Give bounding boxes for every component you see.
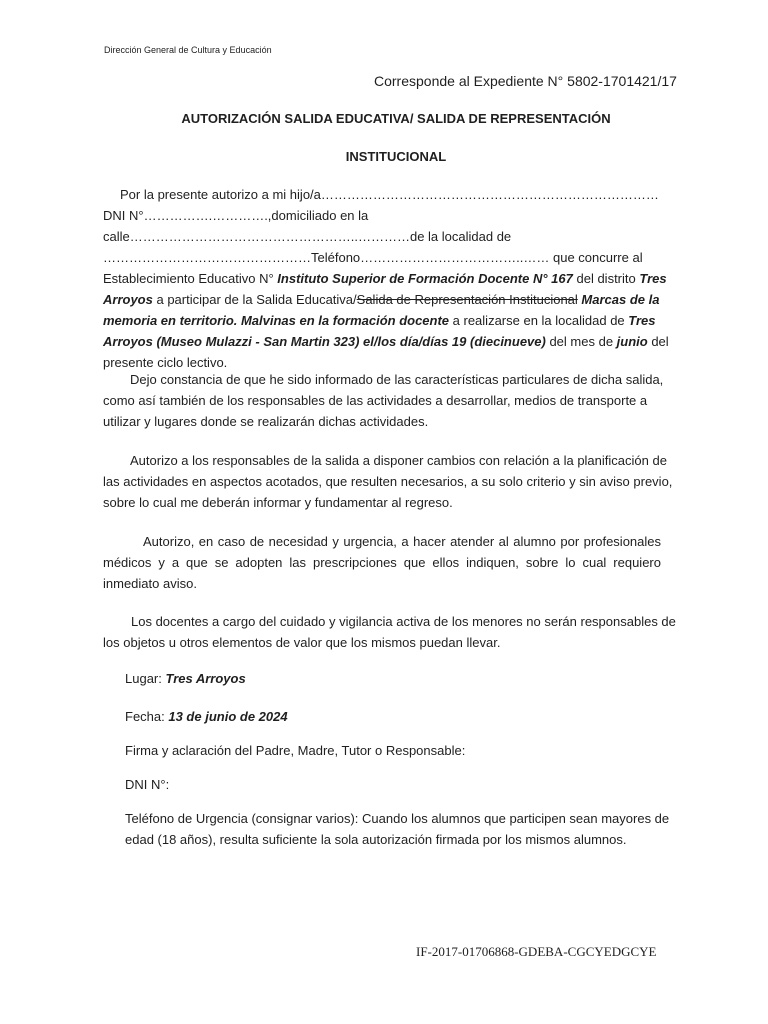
district-name: Tres Arroyos	[103, 271, 667, 307]
paragraph-text: a realizarse en la localidad de	[449, 313, 629, 328]
paragraph-text: del distrito	[572, 271, 640, 286]
activity-name: Marcas de la memoria en territorio. Malvinas en la formación docente	[103, 292, 660, 328]
document-title-continued: INSTITUCIONAL	[345, 149, 447, 164]
institute-name: Instituto Superior de Formación Docente N° 167	[277, 271, 573, 286]
authorization-paragraph	[103, 184, 677, 373]
activity-month: junio	[616, 334, 648, 349]
lugar-line: Lugar: Tres Arroyos	[125, 671, 246, 686]
paragraph-text: del mes de	[545, 334, 617, 349]
fecha-value: 13 de junio de 2024	[168, 709, 288, 724]
paragraph-intro: Por la presente autorizo a mi hijo/a……………………………………………………………………	[120, 187, 659, 202]
paragraph-text: DNI N°…………….………….,domiciliado en la calle……………………………………………..…………de la localidad de …………………………………………Teléfono………………………………..…… que concurre al Establecimiento Educativo N°	[103, 208, 643, 286]
document-id: IF-2017-01706868-GDEBA-CGCYEDGCYE	[416, 944, 657, 959]
responsibility-paragraph: Los docentes a cargo del cuidado y vigilancia activa de los menores no serán responsables de los objetos u otros elementos de valor que los mismos puedan llevar.	[103, 614, 676, 650]
paragraph-text: del presente ciclo lectivo.	[103, 334, 669, 370]
struck-text: Salida de Representación Institucional	[356, 292, 578, 307]
activity-location: Tres Arroyos (Museo Mulazzi - San Martin 323) el/los día/días 19 (diecinueve)	[103, 313, 656, 349]
dni-line: DNI N°:	[125, 777, 170, 792]
fecha-line: Fecha: 13 de junio de 2024	[125, 709, 288, 724]
changes-paragraph: Autorizo a los responsables de la salida a disponer cambios con relación a la planificación de las actividades en aspectos acotados, que resulten necesarios, a su solo criterio y sin aviso previo, sobre lo cual me deberán informar y fundamentar al regreso.	[103, 453, 673, 510]
paragraph-text: a participar de la Salida Educativa/	[152, 292, 357, 307]
signature-line: Firma y aclaración del Padre, Madre, Tutor o Responsable:	[125, 743, 466, 758]
document-title: AUTORIZACIÓN SALIDA EDUCATIVA/ SALIDA DE REPRESENTACIÓN	[181, 111, 611, 126]
header-org: Dirección General de Cultura y Educación	[104, 45, 272, 55]
expediente-reference: Corresponde al Expediente N° 5802-1701421/17	[374, 73, 677, 89]
information-paragraph: Dejo constancia de que he sido informado de las características particulares de dicha salida, como así también de los responsables de las actividades a desarrollar, medios de transporte a utilizar y lugares donde se realizarán dichas actividades.	[103, 372, 664, 429]
medical-paragraph: Autorizo, en caso de necesidad y urgencia, a hacer atender al alumno por profesionales médicos y a que se adopten las prescripciones que ellos indiquen, sobre lo cual requiero inmediato aviso.	[103, 534, 661, 591]
emergency-phone-paragraph: Teléfono de Urgencia (consignar varios): Cuando los alumnos que participen sean mayores de edad (18 años), resulta suficiente la sola autorización firmada por los mismos alumnos.	[125, 811, 670, 847]
lugar-value: Tres Arroyos	[165, 671, 246, 686]
